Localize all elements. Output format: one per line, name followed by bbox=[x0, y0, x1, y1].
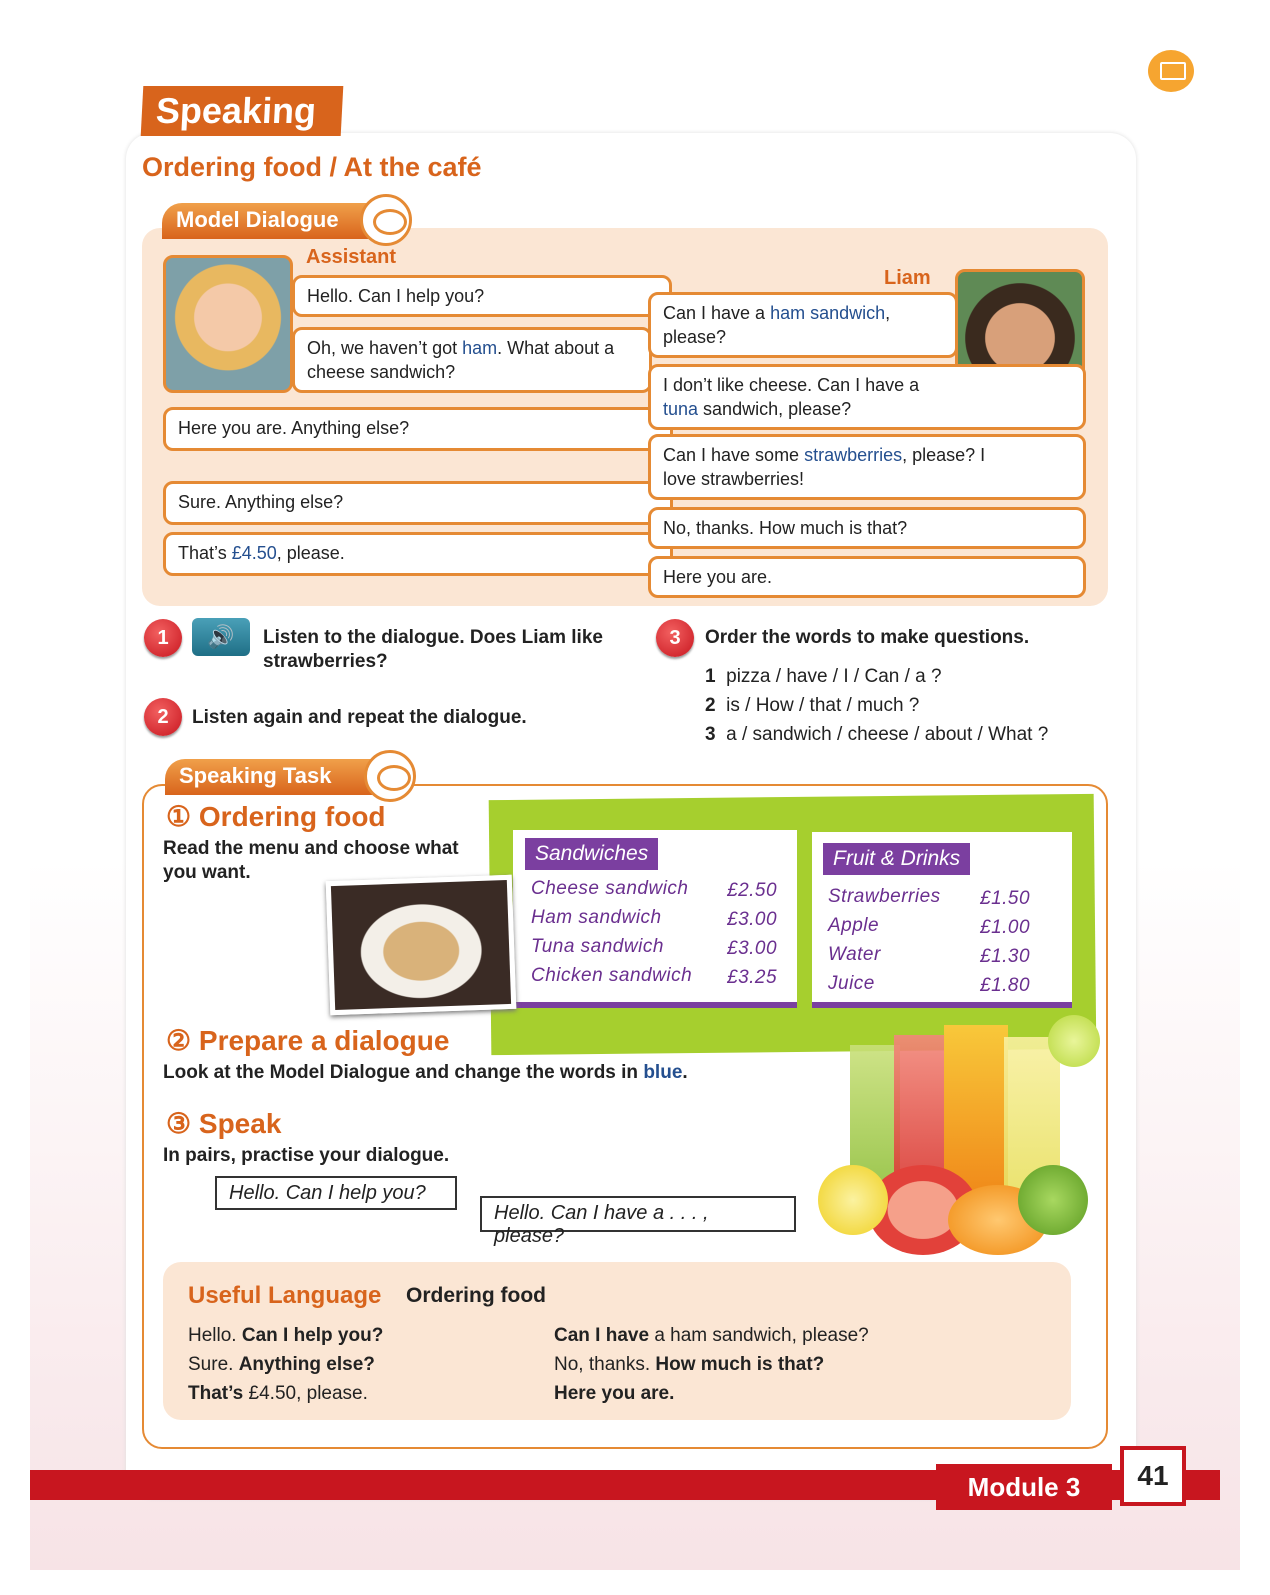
useful-phrase: Can I have a ham sandwich, please? bbox=[554, 1325, 869, 1346]
model-dialogue-label: Model Dialogue bbox=[162, 203, 372, 239]
menu-item-price: £1.00 bbox=[980, 917, 1031, 938]
useful-phrase: That’s £4.50, please. bbox=[188, 1383, 368, 1404]
menu-item-price: £2.50 bbox=[727, 880, 778, 901]
menu-item-price: £1.50 bbox=[980, 888, 1031, 909]
assistant-name: Assistant bbox=[306, 246, 397, 268]
menu-item-price: £3.00 bbox=[727, 938, 778, 959]
menu-item-name: Chicken sandwich bbox=[531, 965, 693, 986]
dialogue-line-assistant-2: Oh, we haven’t got ham. What about a cheese sandwich? bbox=[292, 327, 652, 393]
dvd-icon[interactable] bbox=[1148, 50, 1194, 92]
useful-phrase: Here you are. bbox=[554, 1383, 675, 1404]
dialogue-line-assistant-1: Hello. Can I help you? bbox=[292, 275, 672, 317]
module-label: Module 3 bbox=[936, 1464, 1112, 1510]
speaker-icon[interactable]: 🔊 bbox=[192, 618, 250, 656]
useful-language-subtitle: Ordering food bbox=[406, 1284, 546, 1307]
exercise-3-item: 3 a / sandwich / cheese / about / What ? bbox=[705, 724, 1049, 745]
speech-bubble-icon bbox=[364, 750, 416, 802]
speaking-task-label: Speaking Task bbox=[165, 759, 375, 795]
menu-item-name: Cheese sandwich bbox=[531, 878, 689, 899]
exercise-1-number: 1 bbox=[144, 619, 182, 657]
juice-and-fruit-photo bbox=[808, 1015, 1104, 1255]
dialogue-line-liam-4: No, thanks. How much is that? bbox=[648, 507, 1086, 549]
menu-item-name: Water bbox=[828, 944, 881, 965]
dialogue-line-liam-1: Can I have a ham sandwich, please? bbox=[648, 292, 958, 358]
dialogue-line-liam-2: I don’t like cheese. Can I have a tuna sandwich, please? bbox=[648, 364, 1086, 430]
task-3-text: In pairs, practise your dialogue. bbox=[163, 1145, 450, 1166]
menu-item-name: Tuna sandwich bbox=[531, 936, 664, 957]
menu-item-price: £1.80 bbox=[980, 975, 1031, 996]
task-3-heading: ③ Speak bbox=[166, 1108, 282, 1139]
liam-name: Liam bbox=[884, 267, 931, 289]
page-number: 41 bbox=[1120, 1446, 1186, 1506]
speech-bubble-assistant: Hello. Can I help you? bbox=[215, 1176, 457, 1210]
menu-item-price: £1.30 bbox=[980, 946, 1031, 967]
speech-bubble-customer: Hello. Can I have a . . . , please? bbox=[480, 1196, 796, 1232]
section-tab: Speaking bbox=[141, 86, 344, 136]
assistant-photo bbox=[163, 255, 293, 393]
menu-item-name: Apple bbox=[828, 915, 880, 936]
dialogue-line-assistant-5: That’s £4.50, please. bbox=[163, 532, 673, 576]
task-2-text: Look at the Model Dialogue and change the words in blue. bbox=[163, 1062, 688, 1083]
exercise-3-text: Order the words to make questions. bbox=[705, 627, 1030, 648]
exercise-3-item: 1 pizza / have / I / Can / a ? bbox=[705, 666, 942, 687]
dialogue-line-assistant-4: Sure. Anything else? bbox=[163, 481, 673, 525]
exercise-3-item: 2 is / How / that / much ? bbox=[705, 695, 920, 716]
dialogue-line-liam-5: Here you are. bbox=[648, 556, 1086, 598]
useful-language-title: Useful Language bbox=[188, 1282, 382, 1309]
exercise-3-number: 3 bbox=[656, 619, 694, 657]
dialogue-line-liam-3: Can I have some strawberries, please? I love strawberries! bbox=[648, 434, 1086, 500]
task-1-heading: ① Ordering food bbox=[166, 801, 386, 832]
drinks-title: Fruit & Drinks bbox=[823, 843, 970, 875]
exercise-1-text: Listen to the dialogue. Does Liam like strawberries? bbox=[263, 627, 603, 672]
task-2-heading: ② Prepare a dialogue bbox=[166, 1025, 450, 1056]
useful-phrase: Hello. Can I help you? bbox=[188, 1325, 384, 1346]
sandwich-photo bbox=[326, 875, 517, 1015]
page-title: Ordering food / At the café bbox=[142, 152, 482, 182]
exercise-2-text: Listen again and repeat the dialogue. bbox=[192, 707, 527, 728]
menu-item-price: £3.00 bbox=[727, 909, 778, 930]
useful-phrase: Sure. Anything else? bbox=[188, 1354, 375, 1375]
sandwiches-title: Sandwiches bbox=[525, 838, 658, 870]
exercise-2-number: 2 bbox=[144, 698, 182, 736]
useful-phrase: No, thanks. How much is that? bbox=[554, 1354, 825, 1375]
menu-item-name: Strawberries bbox=[828, 886, 941, 907]
task-1-text: Read the menu and choose what you want. bbox=[163, 838, 459, 883]
dialogue-line-assistant-3: Here you are. Anything else? bbox=[163, 407, 673, 451]
speech-bubble-icon bbox=[360, 194, 412, 246]
menu-item-name: Ham sandwich bbox=[531, 907, 662, 928]
menu-item-name: Juice bbox=[828, 973, 875, 994]
menu-item-price: £3.25 bbox=[727, 967, 778, 988]
